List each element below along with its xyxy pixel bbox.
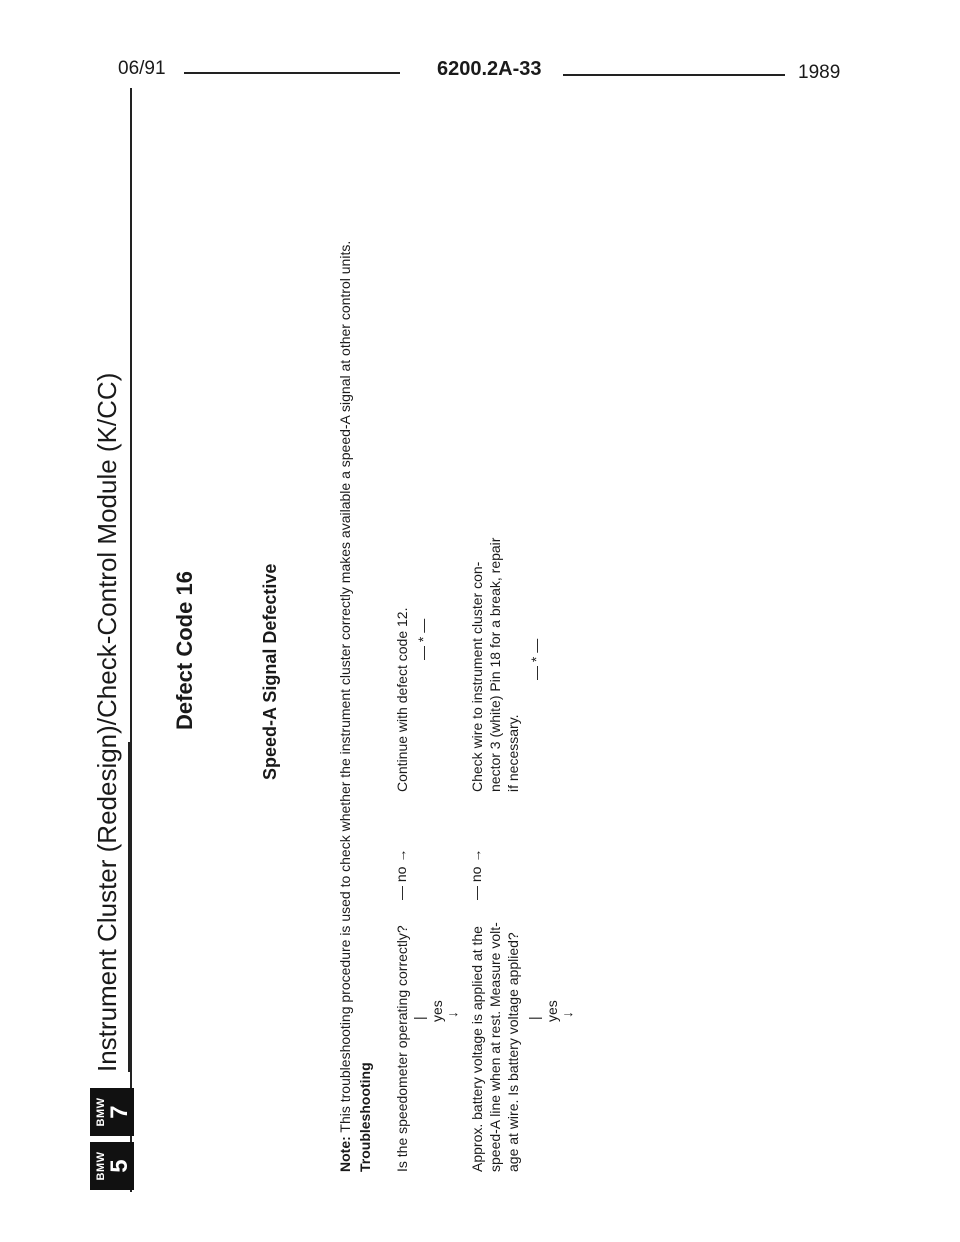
- question-line: Approx. battery voltage is applied at the: [469, 926, 485, 1172]
- header-rule-right: [563, 74, 785, 76]
- note-label: Note:: [337, 1136, 353, 1172]
- step-1-question: [393, 925, 411, 1172]
- bmw-5-badge: [90, 1142, 134, 1190]
- step-2-no-arrow: — no →: [468, 848, 484, 900]
- question-line: speed-A line when at rest. Measure volt-: [487, 922, 503, 1172]
- note-text: This troubleshooting procedure is used to check whether the instrument cluster correctly makes available a speed-A signal at other control units.: [337, 240, 353, 1133]
- note: [337, 241, 353, 1172]
- action-line: Continue with defect code 12.: [394, 607, 410, 792]
- action-line: if necessary.: [505, 714, 521, 792]
- step-1-action: [393, 608, 411, 792]
- question-line: Is the speedometer operating correctly?: [394, 925, 410, 1172]
- step-2-yes-label: yes: [544, 1000, 560, 1022]
- badge-brand: BMW: [95, 1097, 107, 1127]
- badge-series: 7: [106, 1105, 133, 1119]
- badge-brand: BMW: [95, 1151, 107, 1181]
- model-badges: [90, 1088, 134, 1190]
- step-2-yes-arrow-icon: ↓: [559, 1011, 575, 1018]
- step-2-question: [468, 922, 522, 1172]
- troubleshooting-heading: Troubleshooting: [357, 1062, 373, 1172]
- step-1-yes-label: yes: [429, 1000, 445, 1022]
- badge-series: 5: [106, 1159, 133, 1173]
- step-2-yes-bar: |: [526, 1016, 542, 1020]
- step-2-end-mark: — * —: [528, 638, 544, 680]
- section-title: Instrument Cluster (Redesign)/Check-Control Module (K/CC): [92, 372, 122, 1072]
- header-rule-left: [184, 72, 400, 74]
- rotated-page-content: [90, 90, 850, 1190]
- header-date: 06/91: [118, 58, 166, 79]
- action-line: nector 3 (white) Pin 18 for a break, repair: [487, 537, 503, 792]
- defect-subtitle: Speed-A Signal Defective: [260, 563, 280, 780]
- header-year: 1989: [798, 62, 841, 83]
- section-title-rule: [128, 742, 130, 1072]
- step-1-end-mark: — * —: [415, 618, 431, 660]
- bmw-7-badge: [90, 1088, 134, 1136]
- step-2-action: [468, 538, 522, 792]
- step-1-yes-arrow-icon: ↓: [444, 1011, 460, 1018]
- action-line: Check wire to instrument cluster con-: [469, 561, 485, 792]
- doc-number: 6200.2A-33: [437, 58, 542, 80]
- step-1-yes-bar: |: [411, 1016, 427, 1020]
- step-1-no-arrow: — no →: [393, 848, 409, 900]
- question-line: age at wire. Is battery voltage applied?: [505, 932, 521, 1172]
- defect-title: Defect Code 16: [172, 571, 197, 730]
